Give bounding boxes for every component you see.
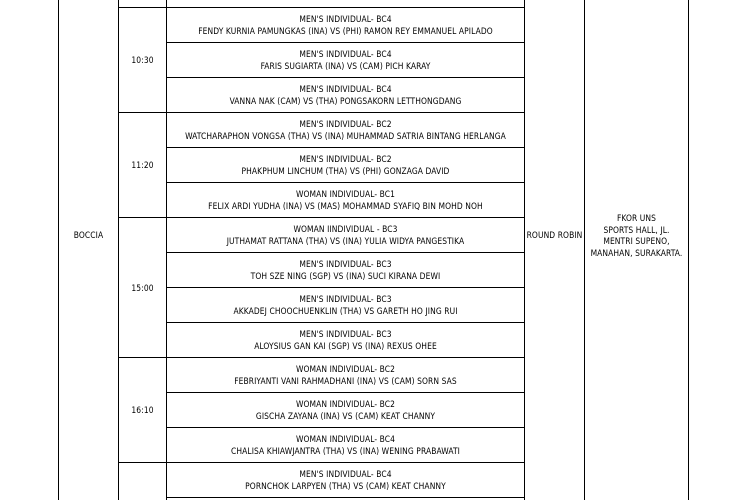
match-cell	[167, 8, 524, 42]
match-cell	[167, 183, 524, 217]
match-players: GISCHA ZAYANA (INA) VS (CAM) KEAT CHANNY	[255, 411, 436, 421]
venue-line: MANAHAN, SURAKARTA.	[590, 247, 683, 258]
time-label: 11:20	[131, 160, 154, 170]
match-players: TOH SZE NING (SGP) VS (INA) SUCI KIRANA DEWI	[250, 271, 441, 281]
venue-line: FKOR UNS	[616, 213, 657, 223]
match-players: VANNA NAK (CAM) VS (THA) PONGSAKORN LETTHONGDANG	[229, 96, 462, 106]
match-players: FENDY KURNIA PAMUNGKAS (INA) VS (PHI) RAMON REY EMMANUEL APILADO	[198, 26, 493, 36]
match-cell	[167, 393, 524, 427]
match-players: CHALISA KHIAWJANTRA (THA) VS (INA) WENING PRABAWATI	[231, 446, 460, 456]
time-cell	[119, 8, 166, 112]
match-cell	[167, 113, 524, 147]
match-cell	[167, 323, 524, 357]
sport-name: BOCCIA	[73, 230, 104, 240]
match-event: WOMAN INDIVIDUAL- BC2	[295, 364, 396, 374]
match-players: FARIS SUGIARTA (INA) VS (CAM) PICH KARAY	[260, 61, 431, 71]
venue-cell	[585, 211, 688, 261]
time-row-divider	[118, 462, 166, 463]
match-cell	[167, 288, 524, 322]
match-row-divider	[166, 497, 525, 498]
column-divider-match-right	[524, 0, 525, 500]
match-event: MEN'S INDIVIDUAL- BC4	[299, 14, 392, 24]
match-event: WOMAN INDIVIDUAL- BC2	[295, 399, 396, 409]
match-players: WATCHARAPHON VONGSA (THA) VS (INA) MUHAMMAD SATRIA BINTANG HERLANGA	[185, 131, 506, 141]
table-border-left	[58, 0, 59, 500]
match-cell	[167, 148, 524, 182]
match-event: WOMAN INDIVIDUAL- BC4	[295, 434, 396, 444]
match-event: MEN'S INDIVIDUAL- BC4	[299, 469, 392, 479]
match-players: FELIX ARDI YUDHA (INA) VS (MAS) MOHAMMAD SYAFIQ BIN MOHD NOH	[208, 201, 483, 211]
venue-line: MENTRI SUPENO,	[603, 236, 670, 246]
match-cell	[167, 43, 524, 77]
match-cell	[167, 428, 524, 462]
match-players: ALOYSIUS GAN KAI (SGP) VS (INA) REXUS OHEE	[254, 341, 437, 351]
match-players: PHAKPHUM LINCHUM (THA) VS (PHI) GONZAGA DAVID	[241, 166, 450, 176]
time-label: 10:30	[131, 55, 154, 65]
match-event: MEN'S INDIVIDUAL- BC3	[299, 329, 392, 339]
time-label: 16:10	[131, 405, 154, 415]
time-label: 15:00	[131, 282, 154, 293]
match-event: WOMAN IINDIVIDUAL - BC3	[293, 224, 398, 234]
table-border-right	[688, 0, 689, 500]
format-name: ROUND ROBIN	[526, 230, 583, 240]
match-event: MEN'S INDIVIDUAL- BC2	[299, 154, 392, 164]
time-cell	[119, 218, 166, 357]
match-event: MEN'S INDIVIDUAL- BC3	[299, 294, 392, 304]
sport-cell	[59, 225, 118, 245]
match-event: MEN'S INDIVIDUAL- BC2	[299, 119, 392, 129]
match-event: MEN'S INDIVIDUAL- BC4	[299, 49, 392, 59]
match-cell	[167, 253, 524, 287]
match-players: PORNCHOK LARPYEN (THA) VS (CAM) KEAT CHANNY	[245, 481, 446, 491]
match-cell	[167, 358, 524, 392]
match-cell	[167, 78, 524, 112]
format-cell	[525, 225, 584, 245]
match-event: MEN'S INDIVIDUAL- BC4	[299, 84, 392, 94]
venue-line: SPORTS HALL, JL.	[603, 224, 670, 235]
match-cell	[167, 463, 524, 497]
match-cell	[167, 218, 524, 252]
match-event: MEN'S INDIVIDUAL- BC3	[299, 259, 392, 269]
match-players: AKKADEJ CHOOCHUENKLIN (THA) VS GARETH HO JING RUI	[233, 306, 458, 316]
time-cell	[119, 113, 166, 217]
match-players: FEBRIYANTI VANI RAHMADHANI (INA) VS (CAM) SORN SAS	[234, 376, 457, 386]
match-event: WOMAN INDIVIDUAL- BC1	[295, 189, 396, 199]
time-cell	[119, 358, 166, 462]
match-players: JUTHAMAT RATTANA (THA) VS (INA) YULIA WIDYA PANGESTIKA	[226, 236, 465, 246]
